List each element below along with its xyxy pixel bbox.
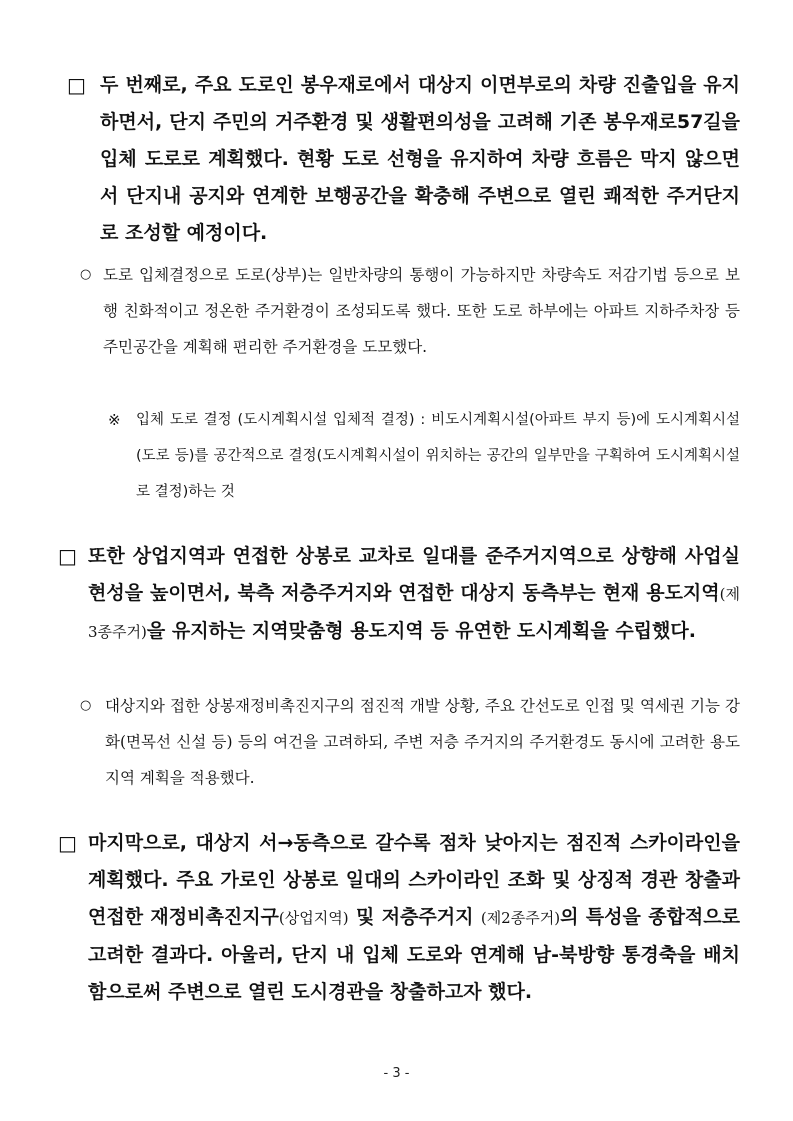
- section-1-bullet-text: 도로 입체결정으로 도로(상부)는 일반차량의 통행이 가능하지만 차량속도 저감기법 등으로 보행 친화적이고 정온한 주거환경이 조성되도록 했다. 또한 도로 하부에는 아파트 지하주차장 등 주민공간을 계획해 편리한 주거환경을 도모했다.: [103, 266, 740, 356]
- section-1-bullet-marker: ○: [80, 267, 92, 282]
- section-3-text-before: 마지막으로, 대상지 서→동측으로 갈수록 점차 낮아지는 점진적 스카이라인을 계획했다. 주요 가로인 상봉로 일대의 스카이라인 조화 및 상징적 경관 창출과 연접한 재정비촉진지구: [88, 832, 740, 928]
- page-number: - 3 -: [383, 1066, 410, 1081]
- section-3-marker: □: [58, 831, 77, 855]
- section-1-marker: □: [67, 73, 86, 97]
- section-2-text-small: (제3종주거): [88, 585, 740, 641]
- section-2: [58, 538, 740, 651]
- section-1-note-text: 입체 도로 결정 (도시계획시설 입체적 결정) : 비도시계획시설(아파트 부지 등)에 도시계획시설(도로 등)를 공간적으로 결정(도시계획시설이 위치하는 공간의 일부만을 구획하여 도시계획시설로 결정)하는 것: [136, 412, 740, 500]
- section-2-marker: □: [58, 544, 77, 568]
- section-2-bullet-marker: ○: [80, 698, 92, 713]
- section-1: [67, 67, 740, 252]
- section-1-text: 두 번째로, 주요 도로인 봉우재로에서 대상지 이면부로의 차량 진출입을 유지하면서, 단지 주민의 거주환경 및 생활편의성을 고려해 기존 봉우재로57길을 입체 도로로 계획했다. 현황 도로 선형을 유지하여 차량 흐름은 막지 않으면서 단지내 공지와 연계한 보행공간을 확충해 주변으로 열린 쾌적한 주거단지로 조성할 예정이다.: [100, 74, 740, 244]
- section-3-text-after: 의 특성을 종합적으로 고려한 결과다. 아울러, 단지 내 입체 도로와 연계해 남-북방향 통경축을 배치함으로써 주변으로 열린 도시경관을 창출하고자 했다.: [88, 906, 740, 1003]
- section-3-text-mid: 및 저층주거지: [348, 906, 481, 928]
- section-2-bullet-text: 대상지와 접한 상봉재정비촉진지구의 점진적 개발 상황, 주요 간선도로 인접 및 역세권 기능 강화(면목선 신설 등) 등의 여건을 고려하되, 주변 저층 주거지의 주거환경도 동시에 고려한 용도지역 계획을 적용했다.: [105, 697, 740, 787]
- section-1-bullet: [80, 257, 740, 365]
- section-3-text-small-1: (상업지역): [278, 909, 349, 927]
- section-1-note: [108, 402, 740, 510]
- section-2-bullet: [80, 688, 740, 796]
- section-3: [58, 825, 740, 1011]
- section-3-text-small-2: (제2종주거): [480, 909, 561, 927]
- section-2-text-after: 을 유지하는 지역맞춤형 용도지역 등 유연한 도시계획을 수립했다.: [146, 620, 696, 642]
- section-2-text-before: 또한 상업지역과 연접한 상봉로 교차로 일대를 준주거지역으로 상향해 사업실현성을 높이면서, 북측 저층주거지와 연접한 대상지 동측부는 현재 용도지역: [88, 545, 740, 604]
- section-1-note-marker: ※: [108, 411, 121, 429]
